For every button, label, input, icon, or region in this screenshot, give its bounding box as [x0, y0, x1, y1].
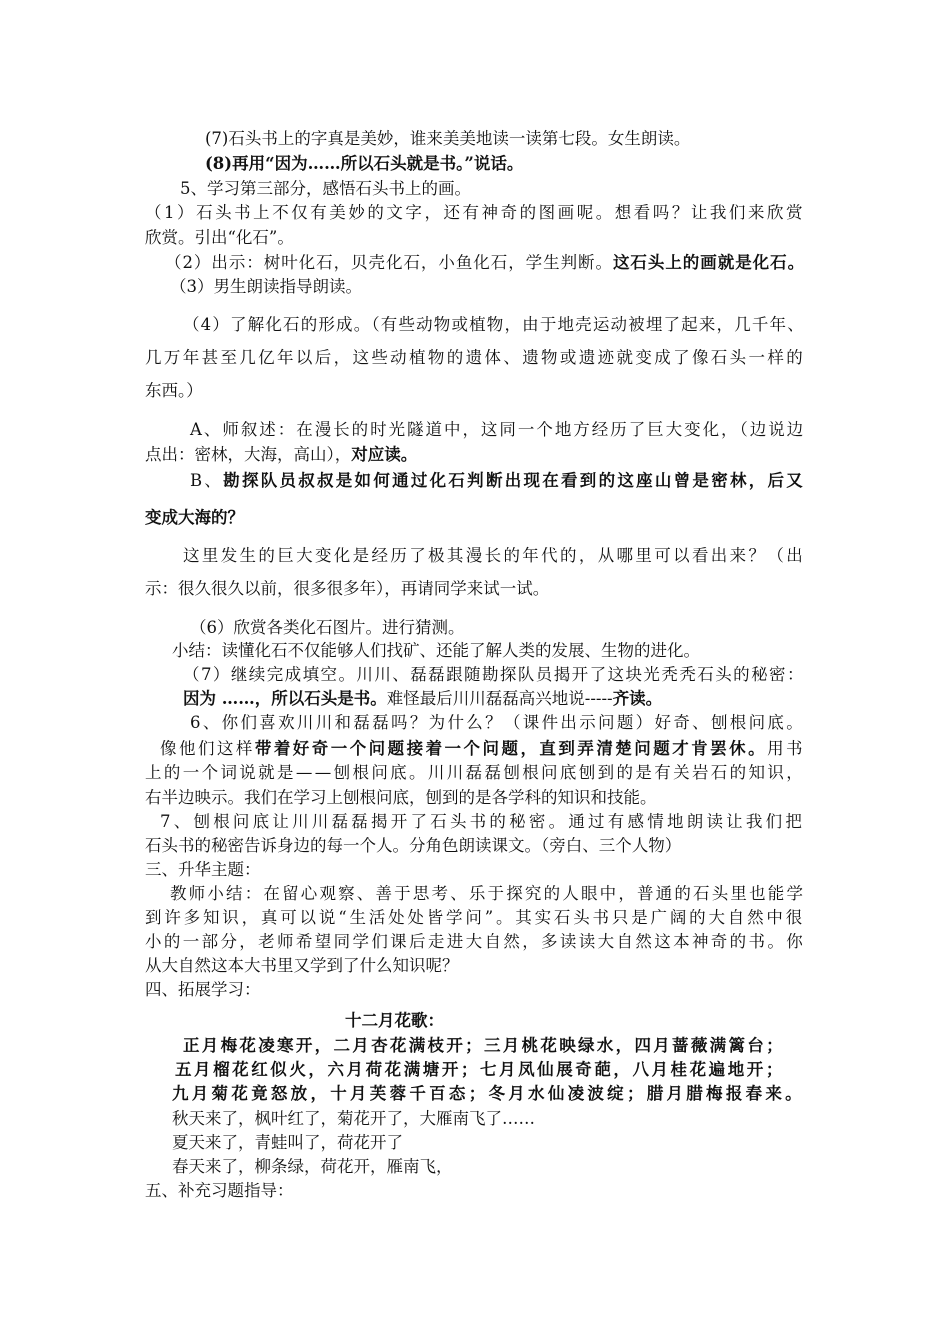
- text-line: [180, 178, 471, 200]
- text-line: [170, 883, 805, 905]
- text-line: [172, 1083, 805, 1105]
- text-span: 6、你们喜欢川川和磊磊吗？为什么？（课件出示问题）好奇、刨根问底。: [190, 713, 806, 732]
- text-span: (7)石头书上的字真是美妙，谁来美美地读一读第七段。女生朗读。: [205, 129, 691, 148]
- text-line: [183, 314, 805, 336]
- text-line: [183, 688, 662, 710]
- text-line: [172, 1156, 453, 1178]
- bold-text: 变成大海的？: [145, 508, 244, 527]
- text-line: [145, 787, 657, 809]
- text-span: （4）了解化石的形成。（有些动物或植物，由于地壳运动被埋了起来，几千年、: [183, 315, 805, 334]
- text-span: 难怪最后川川磊磊高兴地说-----: [386, 689, 613, 708]
- text-line: [145, 835, 681, 857]
- text-span: （7）继续完成填空。川川、磊磊跟随勘探队员揭开了这块光秃秃石头的秘密：: [183, 665, 805, 684]
- text-span: 秋天来了，枫叶红了，菊花开了，大雁南飞了……: [172, 1109, 535, 1128]
- text-span: 点出：密林，大海，高山），: [145, 445, 352, 464]
- text-span: 石头书的秘密告诉身边的每一个人。分角色朗读课文。（旁白、三个人物）: [145, 836, 682, 855]
- text-span: 像他们这样: [160, 739, 255, 758]
- bold-text: (8)再用“因为……所以石头就是书。”说话。: [205, 154, 524, 173]
- text-line: [165, 252, 805, 274]
- text-span: 五、补充习题指导：: [145, 1181, 294, 1200]
- text-span: 教师小结：在留心观察、善于思考、乐于探究的人眼中，普通的石头里也能学: [170, 884, 806, 903]
- text-span: 三、升华主题：: [145, 860, 261, 879]
- text-span: 右半边映示。我们在学习上刨根问底，刨到的是各学科的知识和技能。: [145, 788, 657, 807]
- text-line: [145, 202, 805, 224]
- text-span: 7、刨根问底让川川磊磊揭开了石头书的秘密。通过有感情地朗读让我们把: [160, 812, 806, 831]
- bold-text: 这石头上的画就是化石。: [612, 253, 806, 272]
- text-line: [145, 578, 549, 600]
- bold-text: 五月榴花红似火，六月荷花满塘开；七月凤仙展奇葩，八月桂花遍地开；: [175, 1060, 785, 1079]
- text-line: [145, 1180, 294, 1202]
- text-line: [160, 811, 805, 833]
- text-line: [183, 664, 805, 686]
- text-line: [160, 738, 805, 760]
- text-span: 用书: [767, 739, 806, 758]
- text-span: 到许多知识，真可以说“生活处处皆学问”。其实石头书只是广阔的大自然中很: [145, 908, 806, 927]
- text-span: 上的一个词说就是——刨根问底。川川磊磊刨根问底刨到的是有关岩石的知识，: [145, 763, 806, 782]
- bold-text: 带着好奇一个问题接着一个问题，直到弄清楚问题才肯罢休。: [254, 739, 768, 758]
- text-span: 东西。）: [145, 381, 203, 400]
- text-line: [175, 1059, 785, 1081]
- text-span: 四、拓展学习：: [145, 980, 261, 999]
- text-line: [145, 444, 417, 466]
- text-line: [190, 712, 805, 734]
- bold-text: 因为 ……，所以石头是书。: [183, 689, 387, 708]
- text-line: [145, 380, 203, 402]
- text-line: [145, 955, 459, 977]
- bold-text: 九月菊花竟怒放，十月芙蓉千百态；冬月水仙凌波绽；腊月腊梅报春来。: [172, 1084, 805, 1103]
- text-line: [190, 470, 805, 492]
- text-span: 5、学习第三部分，感悟石头书上的画。: [180, 179, 471, 198]
- text-span: 小结：读懂化石不仅能够人们找矿、还能了解人类的发展、生物的进化。: [172, 641, 700, 660]
- text-line: [183, 1035, 785, 1057]
- bold-text: 十二月花歌：: [345, 1011, 444, 1030]
- text-span: （6）欣赏各类化石图片。进行猜测。: [190, 618, 465, 637]
- text-span: 夏天来了，青蛙叫了，荷花开了: [172, 1133, 403, 1152]
- text-span: B、: [190, 471, 224, 490]
- text-line: [145, 931, 805, 953]
- text-line: [345, 1010, 444, 1032]
- text-span: 小的一部分，老师希望同学们课后走进大自然，多读读大自然这本神奇的书。你: [145, 932, 806, 951]
- text-line: [205, 128, 690, 150]
- text-span: （2）出示：树叶化石，贝壳化石，小鱼化石，学生判断。: [165, 253, 613, 272]
- text-span: A、师叙述：在漫长的时光隧道中，这同一个地方经历了巨大变化，（边说边: [190, 420, 806, 439]
- text-span: 这里发生的巨大变化是经历了极其漫长的年代的，从哪里可以看出来？（出: [183, 546, 806, 565]
- text-span: 欣赏。引出“化石”。: [145, 228, 294, 247]
- text-line: [145, 347, 805, 369]
- text-line: [172, 1132, 403, 1154]
- text-line: [145, 227, 294, 249]
- text-line: [145, 907, 805, 929]
- text-span: （3）男生朗读指导朗读。: [170, 277, 362, 296]
- text-line: [183, 545, 805, 567]
- text-line: [205, 153, 523, 175]
- text-line: [145, 979, 261, 1001]
- bold-text: 齐读。: [612, 689, 663, 708]
- text-line: [172, 640, 700, 662]
- text-line: [170, 276, 362, 298]
- bold-text: 对应读。: [351, 445, 418, 464]
- text-span: 几万年甚至几亿年以后，这些动植物的遗体、遗物或遗迹就变成了像石头一样的: [145, 348, 806, 367]
- text-line: [145, 507, 244, 529]
- bold-text: 正月梅花凌寒开，二月杏花满枝开；三月桃花映绿水，四月蔷薇满篱台；: [183, 1036, 785, 1055]
- text-line: [172, 1108, 535, 1130]
- text-span: （1）石头书上不仅有美妙的文字，还有神奇的图画呢。想看吗？让我们来欣赏: [145, 203, 806, 222]
- bold-text: 勘探队员叔叔是如何通过化石判断出现在看到的这座山曾是密林，后又: [223, 471, 806, 490]
- text-span: 春天来了，柳条绿，荷花开，雁南飞，: [172, 1157, 453, 1176]
- text-line: [145, 859, 261, 881]
- text-span: 示：很久很久以前，很多很多年），再请同学来试一试。: [145, 579, 550, 598]
- text-line: [145, 762, 805, 784]
- text-line: [190, 419, 805, 441]
- text-span: 从大自然这本大书里又学到了什么知识呢？: [145, 956, 459, 975]
- text-line: [190, 617, 465, 639]
